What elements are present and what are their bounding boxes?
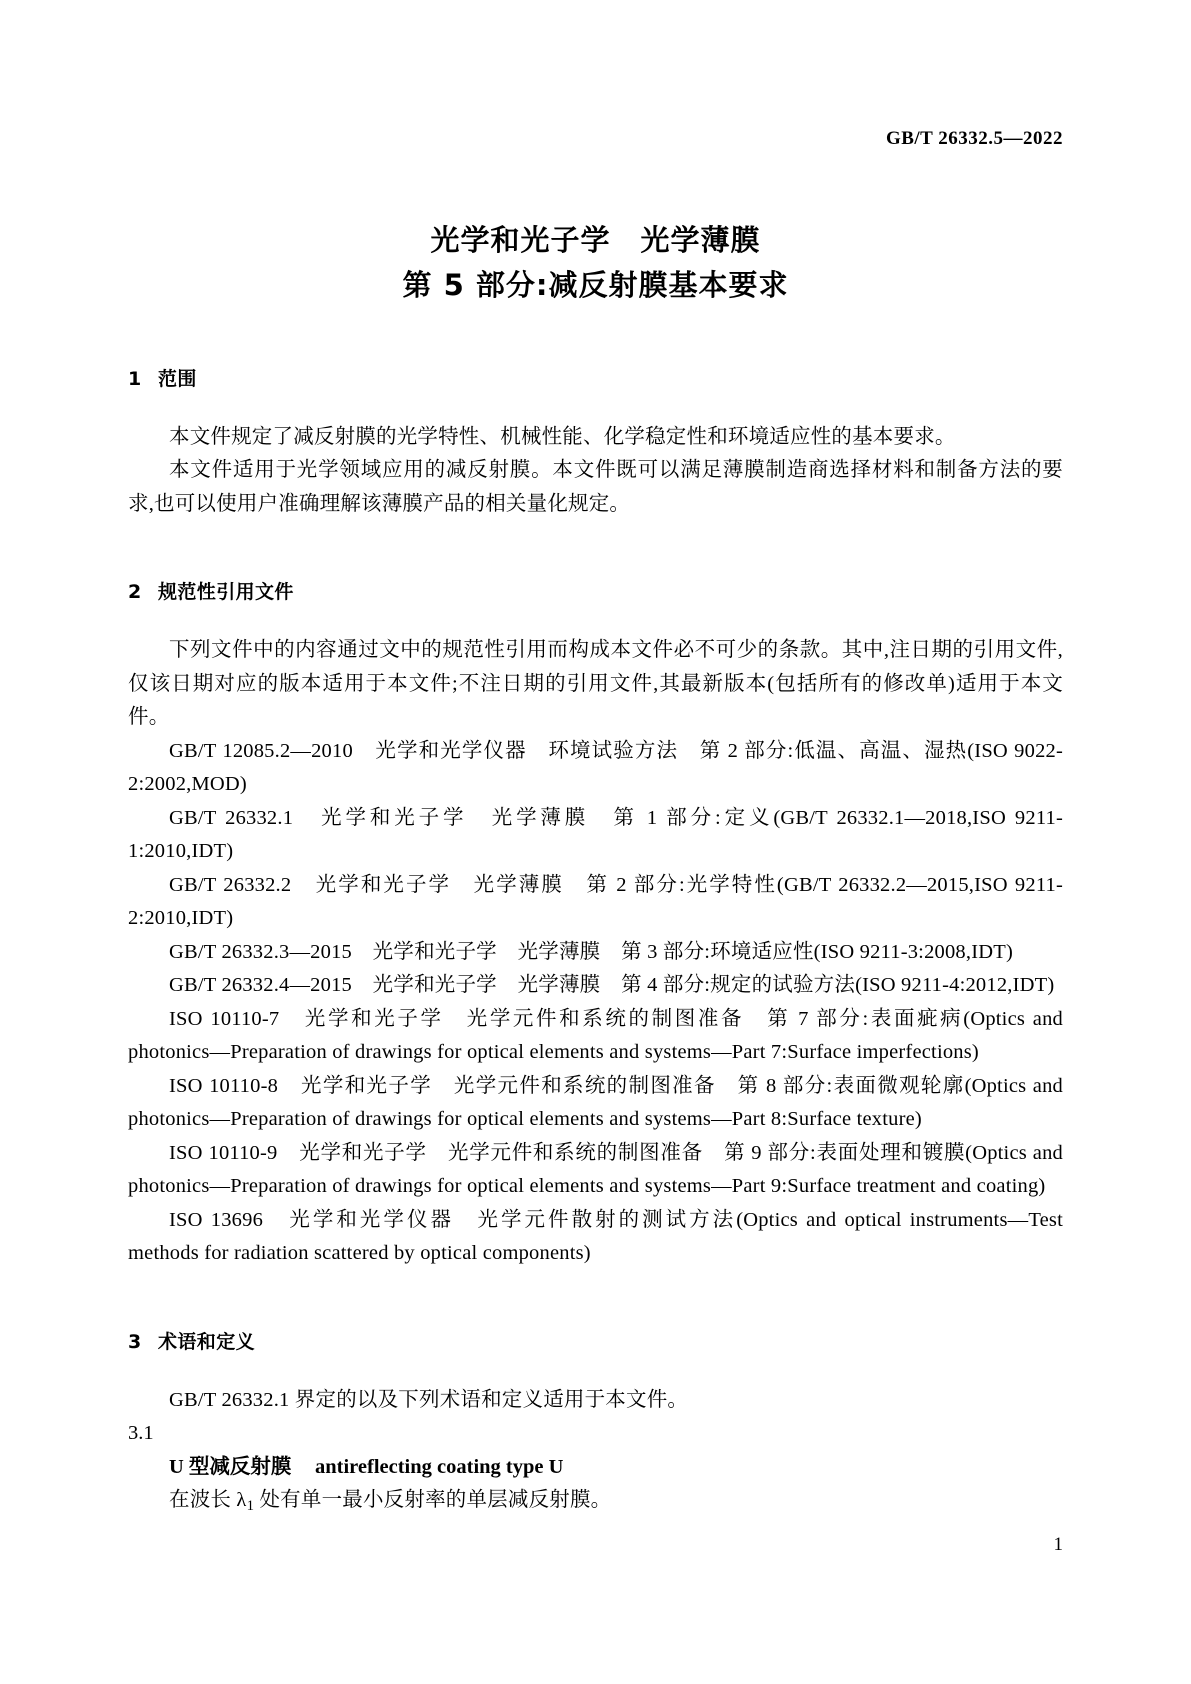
clause-title-2: 规范性引用文件 — [158, 581, 294, 604]
spacer — [128, 1271, 1063, 1327]
clause-title-3: 术语和定义 — [158, 1330, 256, 1353]
spacer — [128, 521, 1063, 577]
clause-heading-1 — [128, 364, 1063, 391]
clause-number-3: 3 — [128, 1330, 142, 1353]
normative-ref-item: GB/T 26332.1 光学和光子学 光学薄膜 第 1 部分:定义(GB/T 26332.1—2018,ISO 9211-1:2010,IDT) — [128, 806, 1063, 863]
normative-ref-item: GB/T 26332.2 光学和光子学 光学薄膜 第 2 部分:光学特性(GB/T 26332.2—2015,ISO 9211-2:2010,IDT) — [128, 873, 1063, 930]
spacer — [128, 604, 1063, 634]
term-heading — [128, 1451, 1063, 1485]
term-definition-after: 处有单一最小反射率的单层减反射膜。 — [254, 1489, 612, 1512]
clause-number-1: 1 — [128, 367, 142, 390]
clause-heading-2 — [128, 577, 1063, 604]
clause-number-2: 2 — [128, 581, 142, 604]
normative-ref-item: GB/T 12085.2—2010 光学和光学仪器 环境试验方法 第 2 部分:低温、高温、湿热(ISO 9022-2:2002,MOD) — [128, 739, 1063, 796]
term-definition-before: 在波长 λ — [169, 1489, 247, 1512]
scope-paragraph-2: 本文件适用于光学领域应用的减反射膜。本文件既可以满足薄膜制造商选择材料和制备方法的要求,也可以使用户准确理解该薄膜产品的相关量化规定。 — [128, 459, 1063, 515]
term-number: 3.1 — [128, 1422, 154, 1445]
normative-ref-item: ISO 10110-8 光学和光子学 光学元件和系统的制图准备 第 8 部分:表面微观轮廓(Optics and photonics—Preparation of drawings for optical elements and systems—Part 8:Surface texture) — [128, 1074, 1063, 1131]
page-number: 1 — [1053, 1534, 1063, 1555]
scope-paragraph-1: 本文件规定了减反射膜的光学特性、机械性能、化学稳定性和环境适应性的基本要求。 — [169, 425, 956, 448]
running-header-standard-number: GB/T 26332.5—2022 — [885, 128, 1063, 149]
normative-ref-item: ISO 13696 光学和光学仪器 光学元件散射的测试方法(Optics and optical instruments—Test methods for radiation scattered by optical components) — [128, 1208, 1063, 1265]
term-definition — [128, 1484, 1063, 1524]
spacer — [128, 308, 1063, 364]
terms-intro: GB/T 26332.1 界定的以及下列术语和定义适用于本文件。 — [169, 1388, 689, 1411]
spacer — [128, 1354, 1063, 1384]
clause-title-1: 范围 — [158, 367, 197, 390]
term-name-chinese: U 型减反射膜 — [169, 1455, 292, 1478]
document-title-line-1: 光学和光子学 光学薄膜 — [430, 223, 761, 257]
document-title-line-2: 第 5 部分:减反射膜基本要求 — [402, 267, 789, 302]
normative-refs-intro: 下列文件中的内容通过文中的规范性引用而构成本文件必不可少的条款。其中,注日期的引用文件,仅该日期对应的版本适用于本文件;不注日期的引用文件,其最新版本(包括所有的修改单)适用于本文件。 — [128, 639, 1063, 729]
normative-ref-item: GB/T 26332.3—2015 光学和光子学 光学薄膜 第 3 部分:环境适应性(ISO 9211-3:2008,IDT) — [169, 940, 1013, 963]
normative-ref-item: GB/T 26332.4—2015 光学和光子学 光学薄膜 第 4 部分:规定的试验方法(ISO 9211-4:2012,IDT) — [169, 974, 1055, 997]
term-definition-subscript: 1 — [246, 1498, 255, 1515]
term-name-english: antireflecting coating type U — [315, 1455, 564, 1478]
normative-ref-item: ISO 10110-9 光学和光子学 光学元件和系统的制图准备 第 9 部分:表面处理和镀膜(Optics and photonics—Preparation of drawings for optical elements and systems—Part 9:Surface treatment and coating) — [128, 1141, 1063, 1198]
clause-heading-3 — [128, 1327, 1063, 1354]
normative-ref-item: ISO 10110-7 光学和光子学 光学元件和系统的制图准备 第 7 部分:表面疵病(Optics and photonics—Preparation of drawings for optical elements and systems—Part 7:Surface imperfections) — [128, 1007, 1063, 1064]
page-content — [128, 200, 1063, 1524]
spacer — [128, 391, 1063, 421]
document-title — [128, 218, 1063, 308]
